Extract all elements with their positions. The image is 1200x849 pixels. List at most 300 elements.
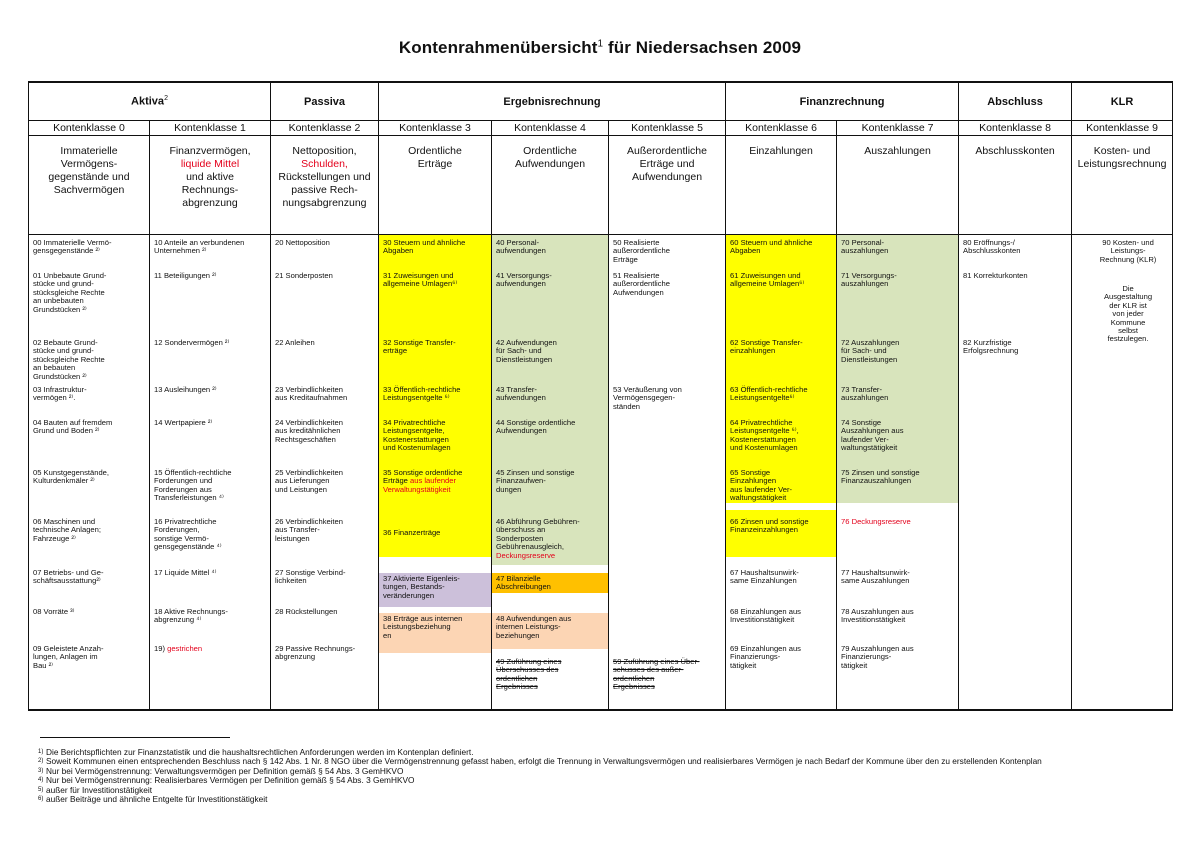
account-line: Transferleistungen ⁴⁾ bbox=[154, 493, 224, 503]
account-line: 06 Maschinen und bbox=[33, 517, 96, 526]
account-entry bbox=[33, 518, 146, 543]
account-entry bbox=[613, 272, 722, 297]
accounts-class-2 bbox=[271, 235, 379, 711]
class-description-4 bbox=[492, 136, 609, 235]
account-line: 07 Betriebs- und Ge- bbox=[33, 568, 104, 577]
account-line: der KLR ist bbox=[1109, 300, 1147, 310]
account-line: stücke und grund- bbox=[33, 346, 94, 356]
account-line: Investitionstätigkeit bbox=[841, 615, 906, 625]
footnote-rule bbox=[40, 737, 230, 738]
account-line: Einzahlungen bbox=[730, 476, 777, 486]
account-line: an unbebauten bbox=[33, 296, 84, 306]
footnote-text: Die Berichtspflichten zur Finanzstatistik und die haushaltsrechtlichen Anforderungen werden im Kontenplan definiert. bbox=[46, 747, 474, 757]
account-line: schusses des außer- bbox=[613, 665, 684, 675]
account-line: 38 Erträge aus internen bbox=[383, 614, 463, 623]
account-line: 60 Steuern und ähnliche bbox=[730, 238, 813, 247]
class-header-row bbox=[29, 121, 1173, 136]
account-line: von jeder bbox=[1112, 309, 1144, 319]
account-line: aus Transfer- bbox=[275, 525, 320, 535]
account-entry bbox=[275, 272, 375, 280]
account-line: tätigkeit bbox=[841, 660, 868, 670]
account-entry bbox=[730, 608, 833, 625]
account-line: 53 Veräußerung von bbox=[613, 385, 682, 394]
account-entry bbox=[496, 386, 605, 403]
account-entry bbox=[33, 272, 146, 314]
account-line: 72 Auszahlungen bbox=[841, 338, 900, 347]
description-line: liquide Mittel bbox=[180, 158, 240, 170]
account-line: 65 Sonstige bbox=[730, 468, 771, 477]
account-line: Finanzierungs- bbox=[730, 652, 781, 662]
account-entry bbox=[154, 419, 267, 427]
description-line: Erträge bbox=[417, 158, 453, 170]
class-header-6: Kontenklasse 6 bbox=[726, 121, 837, 136]
description-line: Vermögens- bbox=[60, 158, 118, 170]
account-line: 24 Verbindlichkeiten bbox=[275, 418, 343, 427]
account-entry bbox=[33, 419, 146, 436]
account-line: gestrichen bbox=[167, 644, 203, 653]
account-line: 00 Immaterielle Vermö- bbox=[33, 238, 112, 247]
account-line: 63 Öffentlich-rechtliche bbox=[730, 385, 808, 394]
account-entry bbox=[33, 645, 146, 670]
account-framework-table bbox=[28, 81, 1173, 711]
account-line: Grundstücken ²⁾ bbox=[33, 371, 87, 381]
account-entry bbox=[383, 339, 488, 356]
account-entry bbox=[730, 339, 833, 356]
account-entry bbox=[613, 658, 722, 692]
account-entry bbox=[154, 518, 267, 552]
account-entry bbox=[275, 239, 375, 247]
account-line: 66 Zinsen und sonstige bbox=[730, 517, 809, 526]
account-line: stücke und grund- bbox=[33, 279, 94, 289]
account-line: 50 Realisierte bbox=[613, 238, 660, 247]
description-line: Sachvermögen bbox=[53, 184, 125, 196]
account-line: gensgegenstände ²⁾ bbox=[33, 246, 100, 256]
class-header-7: Kontenklasse 7 bbox=[837, 121, 959, 136]
account-line: außerordentliche bbox=[613, 246, 670, 256]
class-description-0 bbox=[29, 136, 150, 235]
class-description-row bbox=[29, 136, 1173, 235]
account-line: lichkeiten bbox=[275, 576, 307, 586]
account-line: 28 Rückstellungen bbox=[275, 607, 338, 616]
account-entry bbox=[963, 339, 1068, 356]
footnote bbox=[38, 776, 1168, 785]
account-entry bbox=[841, 272, 955, 289]
account-entry bbox=[33, 608, 146, 616]
footnotes bbox=[38, 748, 1168, 804]
group-abschluss: Abschluss bbox=[959, 82, 1072, 121]
account-entry bbox=[383, 386, 488, 403]
class-header-0: Kontenklasse 0 bbox=[29, 121, 150, 136]
accounts-class-7 bbox=[837, 235, 959, 711]
description-line: Aufwendungen bbox=[514, 158, 586, 170]
account-line: Aufwendungen bbox=[496, 426, 547, 436]
account-line: Abschlusskonten bbox=[963, 246, 1021, 256]
footnote-text: Nur bei Vermögenstrennung: Realisierbares Vermögen per Definition gemäß § 54 Abs. 3 GemHKVO bbox=[46, 775, 415, 786]
description-line: Abschlusskonten bbox=[975, 145, 1055, 157]
group-aktiva: Aktiva$^2$ bbox=[29, 82, 271, 121]
account-line: 67 Haushaltsunwirk- bbox=[730, 568, 799, 577]
group-finanzrechnung: Finanzrechnung bbox=[726, 82, 959, 121]
footnote-mark: 5) bbox=[38, 786, 44, 793]
account-line: außerordentliche bbox=[613, 279, 670, 289]
account-line: Ausgestaltung bbox=[1103, 292, 1153, 302]
account-entry bbox=[496, 575, 605, 592]
account-line: Abgaben bbox=[383, 246, 414, 256]
description-line: Schulden, bbox=[301, 158, 348, 170]
account-line: 19) bbox=[154, 644, 168, 653]
class-header-2: Kontenklasse 2 bbox=[271, 121, 379, 136]
account-line: Leistungs- bbox=[1110, 246, 1146, 256]
account-line: 26 Verbindlichkeiten bbox=[275, 517, 343, 526]
account-line: Ergebnisses bbox=[496, 682, 538, 692]
account-line: veränderungen bbox=[383, 590, 435, 600]
account-line: Abschreibungen bbox=[496, 582, 551, 592]
account-line: 35 Sonstige ordentliche bbox=[383, 468, 463, 477]
account-line: und Kostenumlagen bbox=[730, 443, 798, 453]
account-line: ständen bbox=[613, 401, 641, 411]
account-line: tungen, Bestands- bbox=[383, 582, 445, 592]
account-line: auszahlungen bbox=[841, 393, 889, 403]
account-line: 76 Deckungsreserve bbox=[841, 517, 911, 526]
footnote-text: Nur bei Vermögenstrennung: Verwaltungsvermögen per Definition gemäß § 54 Abs. 3 GemHKVO bbox=[46, 765, 404, 776]
account-entry bbox=[730, 569, 833, 586]
account-entry bbox=[496, 419, 605, 436]
account-line: 41 Versorgungs- bbox=[496, 271, 552, 280]
account-line: tätigkeit bbox=[730, 660, 757, 670]
account-line: 49 Zuführung eines bbox=[496, 657, 562, 666]
account-entry bbox=[154, 386, 267, 394]
class-header-5: Kontenklasse 5 bbox=[609, 121, 726, 136]
account-line: 78 Auszahlungen aus bbox=[841, 607, 914, 616]
footnote-text: Soweit Kommunen einen entsprechenden Beschluss nach § 142 Abs. 1 Nr. 8 NGO über die Vermögenstrennung gefasst haben, erfolgt die Trennung in Verwaltungsvermögen und realisierbares Vermögen je nach Bedarf der Kommune über den zu erstellenden Kontenplan bbox=[46, 756, 1042, 767]
account-line: 32 Sonstige Transfer- bbox=[383, 338, 456, 347]
account-entry bbox=[963, 272, 1068, 280]
account-entry bbox=[275, 569, 375, 586]
account-line: 77 Haushaltsunwirk- bbox=[841, 568, 910, 577]
account-line: 47 Bilanzielle bbox=[496, 574, 541, 583]
description-line: nungsabgrenzung bbox=[282, 197, 367, 209]
account-line: 61 Zuweisungen und bbox=[730, 271, 801, 280]
account-line: 18 Aktive Rechnungs- bbox=[154, 607, 228, 616]
account-entry bbox=[154, 645, 267, 653]
account-line: aufwendungen bbox=[496, 279, 546, 289]
account-line: Dienstleistungen bbox=[841, 354, 898, 364]
class-header-3: Kontenklasse 3 bbox=[379, 121, 492, 136]
account-line: 48 Aufwendungen aus bbox=[496, 614, 572, 623]
account-line: beziehungen bbox=[496, 630, 540, 640]
account-line: Forderungen, bbox=[154, 525, 200, 535]
account-line: 31 Zuweisungen und bbox=[383, 271, 454, 280]
account-line: aus Lieferungen bbox=[275, 476, 330, 486]
description-line: Rückstellungen und bbox=[278, 171, 371, 183]
account-entry bbox=[730, 239, 833, 256]
account-entry bbox=[154, 272, 267, 280]
class-header-4: Kontenklasse 4 bbox=[492, 121, 609, 136]
account-line: 51 Realisierte bbox=[613, 271, 660, 280]
account-line: Erträge bbox=[613, 254, 638, 264]
account-entry bbox=[383, 419, 488, 453]
account-line: same Einzahlungen bbox=[730, 576, 797, 586]
account-line: 11 Beteiligungen ²⁾ bbox=[154, 271, 217, 280]
account-line: Unternehmen ²⁾ bbox=[154, 246, 207, 256]
account-line: stücksgleiche Rechte bbox=[33, 354, 105, 364]
account-line: 42 Aufwendungen bbox=[496, 338, 557, 347]
footnote-mark: 1) bbox=[38, 749, 44, 755]
account-line: 14 Wertpapiere ²⁾ bbox=[154, 418, 213, 427]
account-line: aufwendungen bbox=[496, 393, 546, 403]
account-entry bbox=[275, 419, 375, 444]
account-entry bbox=[613, 386, 722, 411]
account-line: allgemeine Umlagen⁶⁾ bbox=[383, 279, 458, 289]
account-entry bbox=[730, 469, 833, 503]
account-line: 33 Öffentlich-rechtliche bbox=[383, 385, 461, 394]
account-entry bbox=[496, 239, 605, 256]
account-line: auszahlungen bbox=[841, 279, 889, 289]
account-line: 46 Abführung Gebühren- bbox=[496, 517, 580, 526]
description-line: Leistungsrechnung bbox=[1077, 158, 1167, 170]
account-line: Die bbox=[1122, 284, 1134, 293]
account-line: 82 Kurzfristige bbox=[963, 338, 1012, 347]
account-line: selbst bbox=[1118, 326, 1138, 336]
description-line: Finanzvermögen, bbox=[169, 145, 251, 157]
account-line: 29 Passive Rechnungs- bbox=[275, 644, 356, 653]
account-line: Ergebnisses bbox=[613, 682, 655, 692]
description-line: gegenstände und bbox=[48, 171, 130, 183]
account-line: en bbox=[383, 630, 392, 640]
account-line: Sonderposten bbox=[496, 533, 544, 543]
account-entry bbox=[154, 469, 267, 503]
account-line: 27 Sonstige Verbind- bbox=[275, 568, 346, 577]
description-line: abgrenzung bbox=[182, 197, 238, 209]
accounts-class-0 bbox=[29, 235, 150, 711]
class-description-2 bbox=[271, 136, 379, 235]
account-entry bbox=[383, 239, 488, 256]
account-line: Investitionstätigkeit bbox=[730, 615, 795, 625]
account-entry bbox=[33, 569, 146, 586]
accounts-class-9 bbox=[1072, 235, 1173, 711]
description-line: Außerordentliche bbox=[627, 145, 707, 157]
class-header-1: Kontenklasse 1 bbox=[150, 121, 271, 136]
group-ergebnisrechnung: Ergebnisrechnung bbox=[379, 82, 726, 121]
account-entry bbox=[383, 529, 488, 537]
account-line: 59 Zuführung eines Über- bbox=[613, 657, 700, 666]
account-line: Forderungen und bbox=[154, 476, 213, 486]
account-line: Kulturdenkmäler ²⁾ bbox=[33, 476, 95, 486]
account-line: Abgaben bbox=[730, 246, 761, 256]
account-entry bbox=[383, 469, 488, 494]
description-line: Erträge und bbox=[639, 158, 695, 170]
account-line: 17 Liquide Mittel ⁴⁾ bbox=[154, 568, 217, 577]
account-entry bbox=[383, 272, 488, 289]
account-line: Fahrzeuge ²⁾ bbox=[33, 533, 76, 543]
account-line: Forderungen aus bbox=[154, 484, 212, 494]
account-line: 21 Sonderposten bbox=[275, 271, 333, 280]
account-entry bbox=[275, 386, 375, 403]
account-line: Grund und Boden ²⁾ bbox=[33, 426, 100, 436]
account-line: Gebührenausgleich, bbox=[496, 542, 564, 552]
account-entry bbox=[154, 339, 267, 347]
account-entry bbox=[613, 239, 722, 264]
group-passiva: Passiva bbox=[271, 82, 379, 121]
accounts-class-4 bbox=[492, 235, 609, 711]
account-line: dungen bbox=[496, 484, 522, 494]
account-entry bbox=[154, 239, 267, 256]
account-line: Vermögensgegen- bbox=[613, 393, 676, 403]
account-entry bbox=[496, 518, 605, 560]
footnote-mark: 2) bbox=[38, 758, 44, 765]
account-line: 08 Vorräte ³⁾ bbox=[33, 607, 75, 616]
footnote-text: außer Beiträge und ähnliche Entgelte für Investitionstätigkeit bbox=[46, 794, 268, 805]
account-entry bbox=[730, 645, 833, 670]
class-description-9 bbox=[1072, 136, 1173, 235]
account-line: 03 Infrastruktur- bbox=[33, 385, 87, 394]
account-line: stücksgleiche Rechte bbox=[33, 287, 105, 297]
account-line: 13 Ausleihungen ²⁾ bbox=[154, 385, 217, 394]
account-line: Rechnung (KLR) bbox=[1099, 254, 1157, 264]
account-line: Aufwendungen bbox=[613, 287, 664, 297]
account-line: abgrenzung ⁴⁾ bbox=[154, 615, 202, 625]
accounts-class-5 bbox=[609, 235, 726, 711]
page-title: Kontenrahmenübersicht$^1$ für Niedersachsen 2009 bbox=[398, 38, 802, 57]
account-line: Finanzierungs- bbox=[841, 652, 892, 662]
account-line: 45 Zinsen und sonstige bbox=[496, 468, 575, 477]
account-entry bbox=[841, 518, 955, 526]
description-line: Kosten- und bbox=[1093, 145, 1151, 157]
account-line: und Kostenumlagen bbox=[383, 443, 451, 453]
account-line: 22 Anleihen bbox=[275, 338, 315, 347]
account-line: schäftsausstattung²⁾ bbox=[33, 576, 101, 586]
account-line: Kommune bbox=[1110, 317, 1146, 327]
account-line: Leistungsentgelte ⁶⁾ bbox=[383, 393, 450, 403]
account-line: abgrenzung bbox=[275, 652, 316, 662]
account-line: ordentlichen bbox=[613, 673, 655, 683]
group-klr: KLR bbox=[1072, 82, 1173, 121]
account-line: aus kreditähnlichen bbox=[275, 426, 341, 436]
account-entry bbox=[1090, 285, 1166, 344]
account-line: Erfolgsrechnung bbox=[963, 346, 1019, 356]
description-line: Ordentliche bbox=[408, 145, 462, 157]
account-line: 37 Aktivierte Eigenleis- bbox=[383, 574, 460, 583]
account-entry bbox=[496, 615, 605, 640]
description-line: Ordentliche bbox=[523, 145, 577, 157]
class-description-1 bbox=[150, 136, 271, 235]
account-line: Rechtsgeschäften bbox=[275, 434, 336, 444]
account-entry bbox=[841, 386, 955, 403]
account-line: 36 Finanzerträge bbox=[383, 528, 441, 537]
account-entry bbox=[33, 239, 146, 256]
account-line: an bebauten bbox=[33, 363, 76, 373]
account-line: laufender Ver- bbox=[841, 434, 889, 444]
account-entry bbox=[496, 658, 605, 692]
account-entry bbox=[33, 339, 146, 381]
account-line: Grundstücken ²⁾ bbox=[33, 304, 87, 314]
description-line: passive Rech- bbox=[291, 184, 358, 196]
description-line: Aufwendungen bbox=[631, 171, 703, 183]
account-line: 04 Bauten auf fremdem bbox=[33, 418, 113, 427]
account-line: Überschusses des bbox=[496, 665, 559, 675]
account-line: 12 Sondervermögen ²⁾ bbox=[154, 338, 230, 347]
account-entry bbox=[963, 239, 1068, 256]
account-entry bbox=[154, 569, 267, 577]
account-line: same Auszahlungen bbox=[841, 576, 910, 586]
account-line: Auszahlungen aus bbox=[841, 426, 904, 436]
accounts-class-1 bbox=[150, 235, 271, 711]
account-entry bbox=[841, 419, 955, 453]
account-line: Leistungsentgelte ⁶⁾, bbox=[730, 426, 799, 436]
account-entry bbox=[383, 575, 488, 600]
account-line: Leistungsbeziehung bbox=[383, 622, 451, 632]
account-line: 09 Geleistete Anzah- bbox=[33, 644, 104, 653]
account-entry bbox=[275, 608, 375, 616]
account-line: und Leistungen bbox=[275, 484, 327, 494]
account-line: aus laufender bbox=[410, 476, 457, 486]
account-line: Erträge bbox=[383, 476, 411, 486]
account-line: 80 Eröffnungs-/ bbox=[963, 238, 1015, 247]
account-line: einzahlungen bbox=[730, 346, 776, 356]
account-line: Leistungsentgelte⁶⁾ bbox=[730, 393, 795, 403]
account-line: auszahlungen bbox=[841, 246, 889, 256]
account-line: 15 Öffentlich-rechtliche bbox=[154, 468, 232, 477]
account-line: ordentlichen bbox=[496, 673, 538, 683]
accounts-row bbox=[29, 235, 1173, 711]
account-line: 68 Einzahlungen aus bbox=[730, 607, 801, 616]
description-line: Immaterielle bbox=[60, 145, 118, 157]
account-line: 90 Kosten- und bbox=[1102, 238, 1154, 247]
account-line: Kostenerstattungen bbox=[383, 434, 449, 444]
account-line: 75 Zinsen und sonstige bbox=[841, 468, 920, 477]
account-line: 73 Transfer- bbox=[841, 385, 882, 394]
account-entry bbox=[841, 239, 955, 256]
account-entry bbox=[730, 419, 833, 453]
accounts-class-3 bbox=[379, 235, 492, 711]
account-entry bbox=[496, 469, 605, 494]
account-entry bbox=[275, 339, 375, 347]
account-entry bbox=[275, 469, 375, 494]
account-entry bbox=[496, 339, 605, 364]
account-line: Verwaltungstätigkeit bbox=[383, 484, 451, 494]
account-line: lungen, Anlagen im bbox=[33, 652, 98, 662]
account-line: 69 Einzahlungen aus bbox=[730, 644, 801, 653]
description-line: und aktive bbox=[186, 171, 234, 183]
account-line: technische Anlagen; bbox=[33, 525, 101, 535]
account-line: Finanzeinzahlungen bbox=[730, 525, 799, 535]
account-line: 02 Bebaute Grund- bbox=[33, 338, 98, 347]
account-line: für Sach- und bbox=[841, 346, 887, 356]
account-line: 44 Sonstige ordentliche bbox=[496, 418, 576, 427]
account-line: 25 Verbindlichkeiten bbox=[275, 468, 343, 477]
description-line: Einzahlungen bbox=[749, 145, 813, 157]
account-entry bbox=[730, 272, 833, 289]
account-line: erträge bbox=[383, 346, 408, 356]
class-description-5 bbox=[609, 136, 726, 235]
account-line: internen Leistungs- bbox=[496, 622, 561, 632]
account-line: 10 Anteile an verbundenen bbox=[154, 238, 245, 247]
account-entry bbox=[730, 386, 833, 403]
account-line: 23 Verbindlichkeiten bbox=[275, 385, 343, 394]
class-header-8: Kontenklasse 8 bbox=[959, 121, 1072, 136]
account-line: 30 Steuern und ähnliche bbox=[383, 238, 466, 247]
description-line: Rechnungs- bbox=[181, 184, 239, 196]
class-description-6 bbox=[726, 136, 837, 235]
accounts-class-6 bbox=[726, 235, 837, 711]
account-entry bbox=[496, 272, 605, 289]
description-line: Nettoposition, bbox=[292, 145, 357, 157]
account-line: 70 Personal- bbox=[841, 238, 885, 247]
account-entry bbox=[383, 615, 488, 640]
account-line: gensgegenstände ⁴⁾ bbox=[154, 542, 222, 552]
account-entry bbox=[154, 608, 267, 625]
account-entry bbox=[841, 569, 955, 586]
